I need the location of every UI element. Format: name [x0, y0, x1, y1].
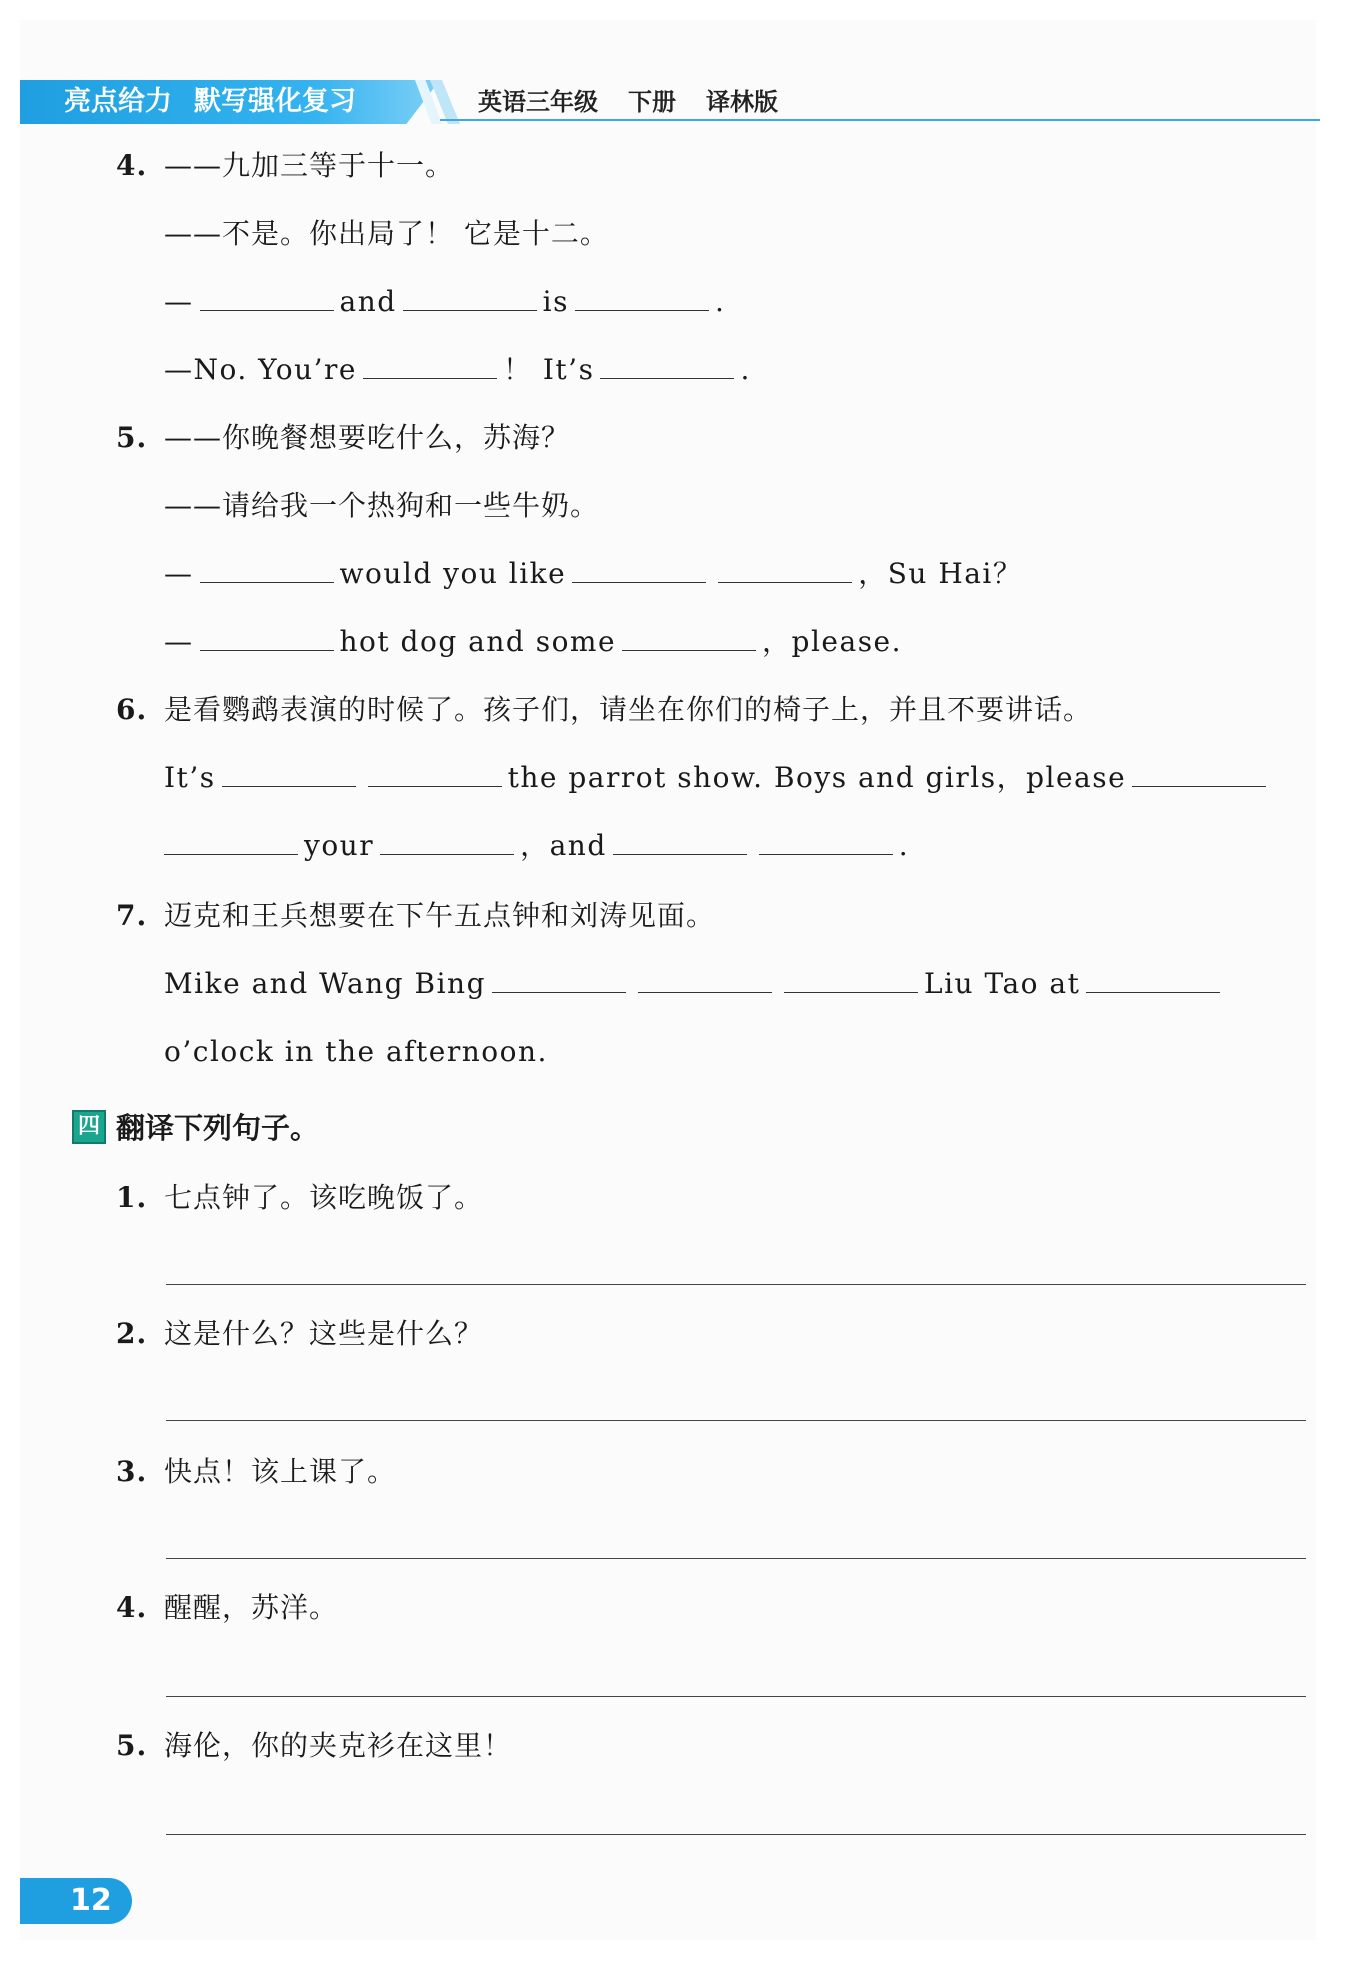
question-4-cn-line-1	[116, 146, 454, 186]
answer-blank[interactable]	[200, 622, 334, 651]
page-number: 12	[20, 1878, 132, 1924]
answer-blank[interactable]	[222, 758, 356, 787]
translate-item-4	[116, 1588, 338, 1628]
chinese-text: 醒醒，苏洋。	[164, 1591, 339, 1624]
question-5-en-line-2	[164, 622, 902, 662]
header-rule	[440, 119, 1320, 121]
dash: —	[164, 285, 194, 318]
chinese-text: 是看鹦鹉表演的时候了。孩子们，请坐在你们的椅子上，并且不要讲话。	[164, 693, 1093, 726]
chinese-text: 这是什么？这些是什么？	[164, 1317, 484, 1350]
section-title: 翻译下列句子。	[116, 1111, 320, 1145]
english-text: the parrot show. Boys and girls，please	[507, 761, 1127, 794]
translate-item-3	[116, 1452, 396, 1492]
translate-item-5	[116, 1726, 512, 1766]
translate-item-2	[116, 1314, 483, 1354]
chinese-text: ——你晚餐想要吃什么，苏海？	[164, 421, 571, 454]
answer-blank[interactable]	[638, 964, 772, 993]
answer-line[interactable]	[166, 1284, 1306, 1285]
question-7-cn-line	[116, 896, 715, 936]
english-text: and	[339, 285, 397, 318]
question-4-en-line-2	[164, 350, 751, 390]
item-number: 3.	[116, 1455, 148, 1488]
answer-blank[interactable]	[1086, 964, 1220, 993]
answer-blank[interactable]	[363, 350, 497, 379]
subject-grade: 英语三年级	[478, 88, 598, 116]
question-5-en-line-1	[164, 554, 1022, 594]
answer-blank[interactable]	[200, 554, 334, 583]
question-6-en-line-2	[164, 826, 909, 866]
chinese-text: ——九加三等于十一。	[164, 149, 455, 182]
section-4-heading	[72, 1108, 319, 1148]
chinese-text: 海伦，你的夹克衫在这里！	[164, 1729, 513, 1762]
question-number: 4.	[116, 149, 148, 182]
question-6-cn-line	[116, 690, 1092, 730]
answer-blank[interactable]	[380, 826, 514, 855]
answer-blank[interactable]	[1132, 758, 1266, 787]
translate-item-1	[116, 1178, 483, 1218]
english-text: would you like	[339, 557, 567, 590]
item-number: 4.	[116, 1591, 148, 1624]
question-4-en-line-1	[164, 282, 725, 322]
answer-blank[interactable]	[575, 282, 709, 311]
english-text: Mike and Wang Bing	[164, 967, 486, 1000]
series-name: 亮点给力	[64, 86, 172, 117]
english-text: ，and	[520, 829, 607, 862]
punctuation: .	[898, 829, 910, 862]
answer-blank[interactable]	[622, 622, 756, 651]
dash: —	[164, 557, 194, 590]
question-5-cn-line-2: ——请给我一个热狗和一些牛奶。	[164, 489, 600, 522]
answer-line[interactable]	[166, 1834, 1306, 1835]
answer-blank[interactable]	[613, 826, 747, 855]
question-6-en-line-1	[164, 758, 1272, 798]
answer-blank[interactable]	[164, 826, 298, 855]
punctuation: .	[714, 285, 726, 318]
english-text: —No. You’re	[164, 353, 357, 386]
answer-line[interactable]	[166, 1558, 1306, 1559]
answer-blank[interactable]	[600, 350, 734, 379]
chinese-text: 迈克和王兵想要在下午五点钟和刘涛见面。	[164, 899, 716, 932]
question-number: 5.	[116, 421, 148, 454]
chinese-text: 快点！该上课了。	[164, 1455, 397, 1488]
answer-blank[interactable]	[759, 826, 893, 855]
question-number: 6.	[116, 693, 148, 726]
answer-blank[interactable]	[784, 964, 918, 993]
dash: —	[164, 625, 194, 658]
question-7-en-line-2: o’clock in the afternoon.	[164, 1035, 548, 1068]
answer-line[interactable]	[166, 1420, 1306, 1421]
book-info	[478, 82, 808, 122]
question-4-cn-line-2: ——不是。你出局了！ 它是十二。	[164, 217, 609, 250]
item-number: 5.	[116, 1729, 148, 1762]
punctuation: .	[740, 353, 751, 386]
english-text: ，Su Hai？	[858, 557, 1023, 590]
series-title	[64, 82, 356, 122]
answer-blank[interactable]	[718, 554, 852, 583]
section-badge: 四	[72, 1110, 106, 1144]
answer-line[interactable]	[166, 1696, 1306, 1697]
answer-blank[interactable]	[368, 758, 502, 787]
answer-blank[interactable]	[200, 282, 334, 311]
question-7-en-line-1	[164, 964, 1226, 1004]
volume: 下册	[628, 88, 676, 116]
english-text: ，please.	[762, 625, 903, 658]
english-text: Liu Tao at	[924, 967, 1081, 1000]
english-text: your	[304, 829, 375, 862]
item-number: 2.	[116, 1317, 148, 1350]
answer-blank[interactable]	[403, 282, 537, 311]
english-text: is	[542, 285, 569, 318]
chinese-text: 七点钟了。该吃晚饭了。	[164, 1181, 484, 1214]
answer-blank[interactable]	[572, 554, 706, 583]
question-number: 7.	[116, 899, 148, 932]
edition: 译林版	[706, 88, 778, 116]
series-subtitle: 默写强化复习	[194, 86, 356, 117]
english-text: hot dog and some	[339, 625, 617, 658]
english-text: ！ It’s	[502, 353, 595, 386]
english-text: It’s	[164, 761, 216, 794]
item-number: 1.	[116, 1181, 148, 1214]
question-5-cn-line-1	[116, 418, 570, 458]
answer-blank[interactable]	[492, 964, 626, 993]
